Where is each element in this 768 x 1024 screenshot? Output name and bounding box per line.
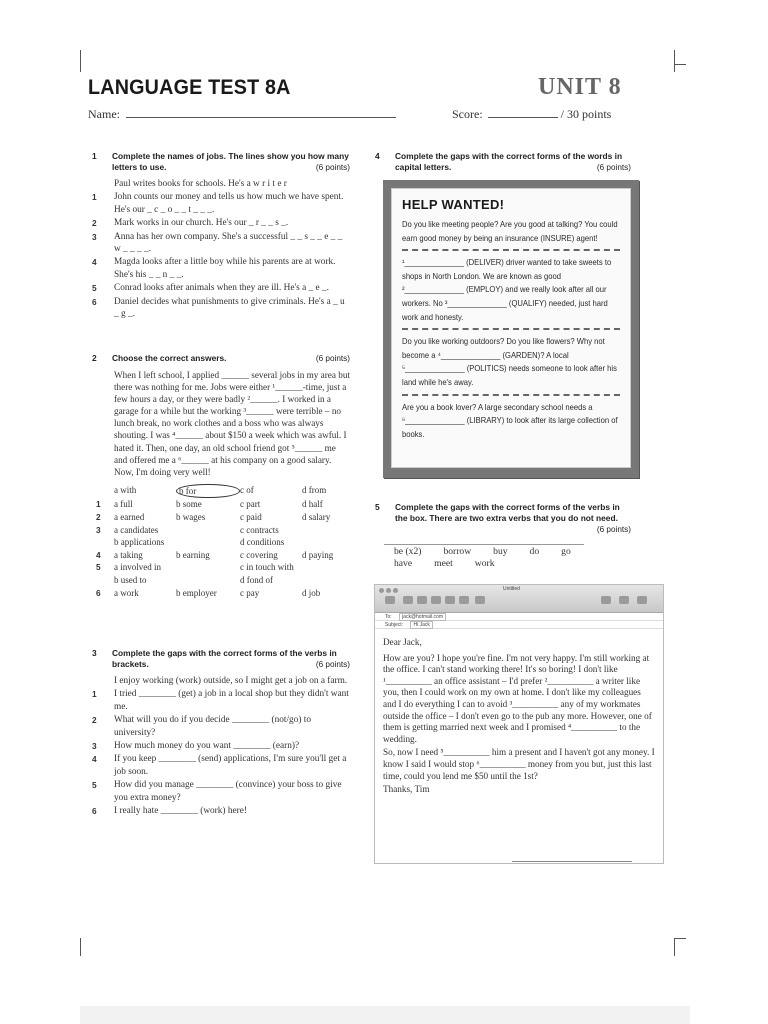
question-item bbox=[92, 231, 350, 256]
option-d[interactable] bbox=[302, 561, 362, 574]
question-text: How did you manage ________ (convince) your boss to give you extra money? bbox=[114, 780, 342, 803]
word-box-row bbox=[394, 558, 616, 570]
crop-mark bbox=[674, 50, 675, 72]
crop-mark bbox=[674, 938, 686, 939]
signature-rule bbox=[512, 861, 632, 862]
close-icon[interactable] bbox=[379, 588, 384, 593]
zoom-icon[interactable] bbox=[393, 588, 398, 593]
question-text: Daniel decides what punishments to give criminals. He's a _ u _ g _. bbox=[114, 296, 345, 320]
question-text: Magda looks after a little boy while his parents are at work. She's his _ _ n _ _. bbox=[114, 257, 336, 280]
option-row-number bbox=[96, 536, 114, 549]
section-points: (6 points) bbox=[315, 163, 350, 172]
section-4-heading bbox=[375, 151, 631, 173]
word-box-item: work bbox=[474, 558, 495, 569]
email-toolbar bbox=[375, 585, 663, 613]
option-d[interactable]: d paying bbox=[302, 549, 334, 560]
window-title: Untitled bbox=[503, 586, 520, 592]
question-item bbox=[92, 296, 350, 321]
dashed-divider bbox=[402, 249, 620, 251]
option-b[interactable]: b wages bbox=[176, 512, 206, 523]
example-sentence: I enjoy working (work) outside, so I might get a job on a farm. bbox=[114, 676, 348, 686]
section-number: 3 bbox=[92, 648, 97, 658]
name-field[interactable] bbox=[126, 106, 396, 118]
email-closing: Thanks, Tim bbox=[383, 784, 430, 795]
email-greeting: Dear Jack, bbox=[383, 637, 422, 647]
question-text: If you keep ________ (send) applications, I'm sure you'll get a job soon. bbox=[114, 754, 347, 777]
email-paragraph: So, now I need ⁵__________ him a present and I haven't got any money. I know I said I would stop ⁶__________ money from you but, just this last time, could you lend me $50 until the 1st? bbox=[383, 747, 655, 781]
option-row-number: 1 bbox=[96, 499, 101, 510]
section-number: 1 bbox=[92, 151, 97, 161]
section-5 bbox=[375, 502, 631, 535]
option-a[interactable]: a taking bbox=[114, 549, 143, 560]
question-text: What will you do if you decide ________ (not/go) to university? bbox=[114, 715, 312, 738]
section-4 bbox=[375, 151, 631, 173]
option-d[interactable]: d salary bbox=[302, 512, 331, 523]
question-number: 4 bbox=[92, 754, 97, 765]
section-2-heading bbox=[92, 353, 350, 364]
unit-label: UNIT 8 bbox=[538, 74, 622, 100]
question-number: 5 bbox=[92, 780, 97, 791]
question-number: 1 bbox=[92, 192, 97, 203]
ad-paragraph: Do you like working outdoors? Do you like flowers? Why not become a ⁴______________ (GARDEN)? A local ⁵______________ (POLITICS) needs someone to look after his land while he's away. bbox=[402, 336, 617, 387]
dashed-divider bbox=[402, 328, 620, 330]
ad-title: HELP WANTED! bbox=[402, 197, 505, 212]
option-a[interactable]: a full bbox=[114, 499, 133, 510]
email-window bbox=[374, 584, 664, 864]
option-b[interactable]: b earning bbox=[176, 549, 210, 560]
option-a[interactable]: b applications bbox=[114, 537, 165, 548]
option-d[interactable] bbox=[302, 574, 362, 587]
section-points: (6 points) bbox=[315, 354, 350, 363]
question-number: 5 bbox=[92, 283, 97, 294]
option-row-number bbox=[96, 484, 114, 499]
question-item bbox=[92, 191, 350, 216]
option-c[interactable]: c pay bbox=[240, 587, 260, 598]
section-3 bbox=[92, 648, 350, 817]
question-item bbox=[92, 805, 350, 817]
option-c[interactable]: c contracts bbox=[240, 524, 279, 535]
option-row-number: 4 bbox=[96, 549, 101, 560]
section-points: (6 points) bbox=[596, 163, 631, 172]
draft-icon[interactable] bbox=[475, 596, 485, 604]
score-field[interactable] bbox=[488, 106, 558, 118]
question-text: How much money do you want ________ (earn)? bbox=[114, 741, 300, 752]
option-b[interactable] bbox=[176, 561, 240, 574]
extra-icon[interactable] bbox=[637, 596, 647, 604]
question-number: 2 bbox=[92, 715, 97, 726]
option-a[interactable]: a earned bbox=[114, 512, 145, 523]
options-grid bbox=[96, 484, 350, 599]
name-label: Name: bbox=[88, 107, 120, 121]
question-number: 2 bbox=[92, 218, 97, 229]
fonts-icon[interactable] bbox=[445, 596, 455, 604]
question-number: 4 bbox=[92, 257, 97, 268]
score-label: Score: bbox=[452, 107, 483, 121]
word-box-item: be (x2) bbox=[394, 546, 422, 557]
option-c[interactable]: c of bbox=[240, 484, 254, 495]
option-row-number: 3 bbox=[96, 524, 101, 535]
option-c[interactable]: d fond of bbox=[240, 575, 273, 585]
option-b[interactable]: b some bbox=[176, 499, 202, 510]
section-points: (6 points) bbox=[596, 525, 631, 534]
ad-panel bbox=[391, 188, 631, 468]
option-b[interactable] bbox=[176, 524, 240, 537]
word-box-item: have bbox=[394, 558, 413, 569]
option-row-number: 6 bbox=[96, 587, 101, 598]
crop-mark bbox=[674, 64, 686, 65]
section-3-heading bbox=[92, 648, 350, 670]
option-b[interactable]: b employer bbox=[176, 587, 217, 598]
option-c[interactable]: c in touch with bbox=[240, 562, 294, 573]
page-title: LANGUAGE TEST 8A bbox=[88, 76, 291, 99]
question-number: 6 bbox=[92, 806, 97, 817]
section-number: 5 bbox=[375, 502, 380, 512]
attach-icon[interactable] bbox=[417, 596, 427, 604]
section-instruction: Choose the correct answers. bbox=[112, 353, 227, 363]
question-text: John counts our money and tells us how much we have spent. He's our _ c _ o _ _ t _ _ _. bbox=[114, 192, 344, 215]
word-box-rule bbox=[384, 544, 584, 545]
dashed-divider bbox=[402, 394, 620, 396]
question-item bbox=[92, 282, 350, 294]
question-text: Conrad looks after animals when they are ill. He's a _ e _. bbox=[114, 283, 329, 294]
question-text: Anna has her own company. She's a successful _ _ s _ _ e _ _ w _ _ _ _. bbox=[114, 231, 343, 255]
section-1-heading bbox=[92, 151, 350, 173]
passage-text: When I left school, I applied ______ several jobs in my area but there was nothing for me. Jobs were either ¹______-time, just a few hours a day, or they were badly ²______. I worked in a garage for a while but the working ³______ were terrible – no lunch break, no work clothes and a boss who was always shouting. I was ⁴______ about $150 a week which was awful. I hated it. Then, one day, an old school friend got ⁵______ me and offered me a ⁶______ at his company on a good salary. Now, I'm doing very well! bbox=[114, 370, 350, 477]
word-box-item: do bbox=[529, 546, 540, 557]
section-5-heading bbox=[375, 502, 631, 534]
score-total: / 30 points bbox=[560, 107, 612, 121]
question-item bbox=[92, 740, 350, 752]
option-row-number bbox=[96, 574, 114, 587]
ad-paragraph: Are you a book lover? A large secondary school needs a ⁶______________ (LIBRARY) to look after its large collection of books. bbox=[402, 401, 618, 439]
section-number: 2 bbox=[92, 353, 97, 363]
name-row bbox=[88, 106, 396, 122]
colors-icon[interactable] bbox=[459, 596, 469, 604]
option-b[interactable] bbox=[176, 536, 240, 549]
question-text: I really hate ________ (work) here! bbox=[114, 806, 247, 817]
option-a[interactable]: b used to bbox=[114, 575, 147, 585]
option-c[interactable]: c paid bbox=[240, 512, 262, 523]
word-box-item: buy bbox=[493, 546, 508, 557]
section-instruction: Complete the names of jobs. The lines show you how many letters to use. bbox=[112, 151, 349, 172]
section-points: (6 points) bbox=[315, 660, 350, 669]
send-icon[interactable] bbox=[385, 596, 395, 604]
crop-mark bbox=[80, 50, 81, 72]
word-box bbox=[394, 546, 616, 570]
option-c[interactable]: c part bbox=[240, 499, 261, 510]
section-1 bbox=[92, 151, 350, 320]
to-value[interactable]: jack@hotmail.com bbox=[399, 613, 446, 621]
question-item bbox=[92, 256, 350, 281]
question-item bbox=[92, 714, 350, 739]
email-paragraph: How are you? I hope you're fine. I'm not very happy. I'm still working at the office. I can't stand working there! It's so boring! I don't like ¹__________ an office assistant – I'd prefer ²__________ a writer like you, then I could work on my own at home. I don't like my colleagues and I do everything I can to avoid ³__________ any of my workmates outside the office – I don't even go to the pub any more. However, one of them is getting married next week and I promised ⁴__________ to the wedding. bbox=[383, 652, 652, 744]
to-field[interactable]: To: jack@hotmail.com bbox=[375, 613, 663, 621]
section-number: 4 bbox=[375, 151, 380, 161]
word-box-item: borrow bbox=[443, 546, 472, 557]
ad-paragraph: ¹______________ (DELIVER) driver wanted to take sweets to shops in North London. We are known as good ²______________ (EMPLOY) and we really look after all our workers. No ³______________ (QUALIFY) needed, just hard work and honesty. bbox=[402, 257, 612, 322]
options-icon[interactable] bbox=[601, 596, 611, 604]
word-box-item: meet bbox=[434, 558, 453, 569]
more-icon[interactable] bbox=[619, 596, 629, 604]
email-body[interactable] bbox=[375, 629, 663, 796]
crop-mark bbox=[80, 938, 81, 956]
option-a[interactable]: a with bbox=[114, 484, 137, 495]
question-text: Mark works in our church. He's our _ r _ _ s _. bbox=[114, 218, 289, 229]
section-instruction: Complete the gaps with the correct forms of the verbs in the box. There are two extra verbs that you do not need. bbox=[395, 502, 620, 523]
option-d[interactable]: d half bbox=[302, 499, 323, 510]
question-number: 6 bbox=[92, 296, 97, 307]
question-item bbox=[92, 217, 350, 229]
minimize-icon[interactable] bbox=[386, 588, 391, 593]
option-c[interactable]: c covering bbox=[240, 549, 278, 560]
question-item bbox=[92, 779, 350, 804]
question-number: 3 bbox=[92, 741, 97, 752]
option-d[interactable] bbox=[302, 536, 362, 549]
subject-value[interactable]: Hi Jack bbox=[410, 621, 432, 629]
option-d[interactable] bbox=[302, 524, 362, 537]
section-2 bbox=[92, 353, 350, 599]
question-item bbox=[92, 688, 350, 713]
help-wanted-ad bbox=[383, 180, 639, 478]
option-a[interactable]: a involved in bbox=[114, 562, 161, 573]
question-item bbox=[92, 753, 350, 778]
option-row-number: 5 bbox=[96, 562, 101, 573]
question-number: 3 bbox=[92, 231, 97, 242]
word-box-row bbox=[394, 546, 616, 558]
option-row-number: 2 bbox=[96, 512, 101, 523]
option-d[interactable]: d job bbox=[302, 587, 321, 598]
option-b[interactable] bbox=[176, 574, 240, 587]
ad-paragraph: Do you like meeting people? Are you good at talking? You could earn good money by being an insurance (INSURE) agent! bbox=[402, 219, 618, 243]
address-icon[interactable] bbox=[431, 596, 441, 604]
option-d[interactable]: d from bbox=[302, 484, 327, 495]
crop-mark bbox=[674, 938, 675, 956]
option-a[interactable]: a work bbox=[114, 587, 139, 598]
question-text: I tried ________ (get) a job in a local shop but they didn't want me. bbox=[114, 689, 349, 712]
option-b[interactable]: b for bbox=[176, 484, 240, 499]
section-instruction: Complete the gaps with the correct forms of the verbs in brackets. bbox=[112, 648, 337, 669]
word-box-item: go bbox=[561, 546, 571, 557]
option-c[interactable]: d conditions bbox=[240, 537, 285, 548]
subject-field[interactable]: Subject: Hi Jack bbox=[375, 621, 663, 629]
question-number: 1 bbox=[92, 689, 97, 700]
chat-icon[interactable] bbox=[403, 596, 413, 604]
score-row bbox=[452, 106, 611, 122]
option-a[interactable]: a candidates bbox=[114, 524, 159, 535]
example-sentence: Paul writes books for schools. He's a w r i t e r bbox=[114, 179, 287, 189]
page-footer-strip bbox=[80, 1006, 690, 1024]
section-instruction: Complete the gaps with the correct forms of the words in capital letters. bbox=[395, 151, 623, 172]
